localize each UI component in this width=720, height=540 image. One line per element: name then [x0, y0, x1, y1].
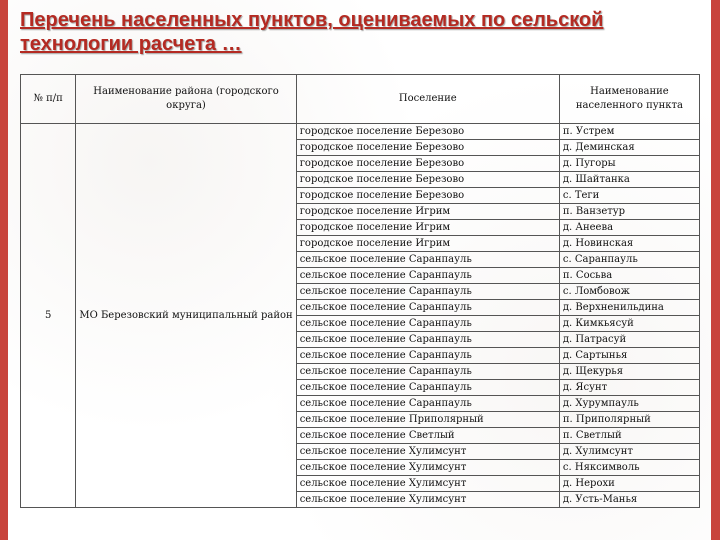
settlement-cell: сельское поселение Хулимсунт: [296, 444, 559, 460]
locality-cell: с. Саранпауль: [559, 252, 699, 268]
locality-cell: д. Анеева: [559, 220, 699, 236]
header-locality: Наименование населенного пункта: [559, 75, 699, 124]
district-cell: МО Березовский муниципальный район: [76, 124, 296, 508]
locality-cell: д. Ясунт: [559, 380, 699, 396]
locality-cell: д. Хулимсунт: [559, 444, 699, 460]
locality-cell: д. Кимкьясуй: [559, 316, 699, 332]
settlement-cell: сельское поселение Светлый: [296, 428, 559, 444]
table-row: [21, 124, 700, 140]
locality-cell: д. Патрасуй: [559, 332, 699, 348]
row-number-cell: 5: [21, 124, 76, 508]
settlement-cell: сельское поселение Саранпауль: [296, 316, 559, 332]
settlement-cell: городское поселение Игрим: [296, 236, 559, 252]
settlement-cell: сельское поселение Саранпауль: [296, 348, 559, 364]
settlement-cell: сельское поселение Хулимсунт: [296, 476, 559, 492]
locality-cell: д. Пугоры: [559, 156, 699, 172]
locality-cell: д. Усть-Манья: [559, 492, 699, 508]
settlement-cell: городское поселение Игрим: [296, 220, 559, 236]
locality-cell: п. Ванзетур: [559, 204, 699, 220]
settlement-cell: сельское поселение Хулимсунт: [296, 492, 559, 508]
locality-cell: д. Хурумпауль: [559, 396, 699, 412]
header-num: № п/п: [21, 75, 76, 124]
slide: [8, 0, 711, 540]
settlement-cell: городское поселение Березово: [296, 140, 559, 156]
localities-table: [20, 74, 700, 508]
locality-cell: с. Теги: [559, 188, 699, 204]
settlement-cell: городское поселение Березово: [296, 124, 559, 140]
table-body: [21, 124, 700, 508]
locality-cell: д. Верхненильдина: [559, 300, 699, 316]
locality-cell: д. Новинская: [559, 236, 699, 252]
settlement-cell: городское поселение Березово: [296, 172, 559, 188]
locality-cell: д. Сартынья: [559, 348, 699, 364]
locality-cell: п. Сосьва: [559, 268, 699, 284]
locality-cell: п. Устрем: [559, 124, 699, 140]
locality-cell: д. Нерохи: [559, 476, 699, 492]
settlement-cell: сельское поселение Саранпауль: [296, 300, 559, 316]
settlement-cell: сельское поселение Саранпауль: [296, 396, 559, 412]
settlement-cell: сельское поселение Хулимсунт: [296, 460, 559, 476]
settlement-cell: сельское поселение Приполярный: [296, 412, 559, 428]
settlement-cell: сельское поселение Саранпауль: [296, 252, 559, 268]
header-settlement: Поселение: [296, 75, 559, 124]
slide-title: Перечень населенных пунктов, оцениваемых по сельской технологии расчета …: [20, 9, 604, 55]
settlement-cell: сельское поселение Саранпауль: [296, 284, 559, 300]
settlement-cell: сельское поселение Саранпауль: [296, 268, 559, 284]
locality-cell: п. Приполярный: [559, 412, 699, 428]
settlement-cell: городское поселение Березово: [296, 188, 559, 204]
settlement-cell: сельское поселение Саранпауль: [296, 380, 559, 396]
settlement-cell: городское поселение Игрим: [296, 204, 559, 220]
header-district: Наименование района (городского округа): [76, 75, 296, 124]
settlement-cell: сельское поселение Саранпауль: [296, 364, 559, 380]
settlement-cell: городское поселение Березово: [296, 156, 559, 172]
locality-cell: с. Ломбовож: [559, 284, 699, 300]
table-header-row: [21, 75, 700, 124]
locality-cell: д. Щекурья: [559, 364, 699, 380]
locality-cell: д. Шайтанка: [559, 172, 699, 188]
locality-cell: с. Няксимволь: [559, 460, 699, 476]
settlement-cell: сельское поселение Саранпауль: [296, 332, 559, 348]
locality-cell: п. Светлый: [559, 428, 699, 444]
locality-cell: д. Деминская: [559, 140, 699, 156]
